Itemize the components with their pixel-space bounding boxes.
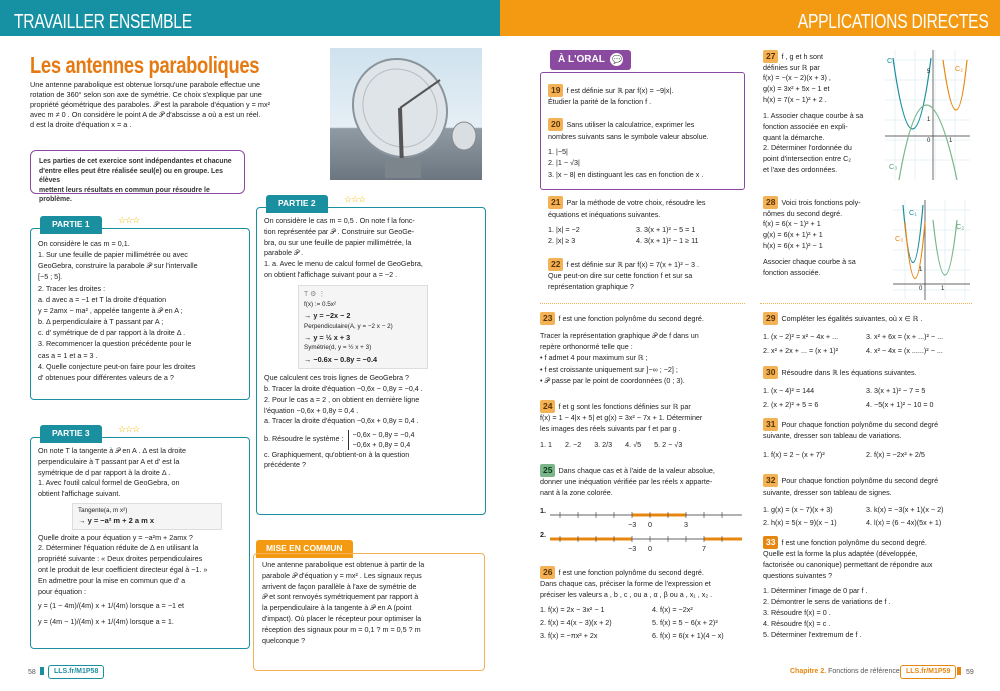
text-line: Résoudre dans ℝ les équations suivantes. [781,368,917,377]
intro-line: Une antenne parabolique est obtenue lorsqu'une parabole effectue une [30,80,261,89]
notice-line: Les parties de cet exercice sont indépendantes et chacune [39,158,232,165]
text-line: équations et inéquations suivantes. [548,210,661,220]
text-line: cas a = 1 et a = 3 . [38,350,98,360]
text-line: suivante, dresser son tableau de signes. [763,488,892,498]
item: 4. x² − 4x = (x ......)² − ... [866,346,943,356]
text-line: 2. Déterminer l'équation réduite de Δ en utilisant la [38,543,199,553]
partie1-body [38,238,248,383]
text-line: f est une fonction polynôme du second degré. [558,314,704,323]
exercise-number: 19 [548,84,563,97]
text-line: a. d avec a = −1 et T la droite d'équation [38,294,167,304]
exercise-21 [548,196,744,247]
line-2-label: 2. [540,530,546,539]
text-line: b. Tracer la droite d'équation −0,6x − 0,8y = −0,4 . [264,383,423,393]
text-line: En admettre pour la mise en commun que d′ a [38,575,186,585]
text-line: f est définie sur ℝ par f(x) = 7(x + 1)² − 3 . [566,260,699,269]
exercise-number: 32 [763,474,778,487]
text-line: ont le produit de leur coefficient directeur égal à −1. » [38,565,208,575]
exercise-20 [548,118,744,180]
text-line: nombres suivants sans le symbole valeur absolue. [548,132,709,142]
items-grid [763,450,973,461]
exercise-24 [540,400,748,451]
item: 4. √5 [625,440,642,450]
exercise-25 [540,464,748,498]
text-line: 1. Sur une feuille de papier millimétrée ou avec [38,250,188,260]
exercise-number: 25 [540,464,555,477]
text-line: réception des signaux pour m = 0,1 ? m = 0,5 ? m [262,624,421,634]
text-line: [−5 ; 5]. [38,272,63,282]
text-line: 3. Résoudre f(x) = 0 . [763,607,831,617]
text-line: 1. a. Avec le menu de calcul formel de GeoGebra, [264,259,423,269]
text-line: Dans chaque cas et à l'aide de la valeur absolue, [558,466,715,475]
difficulty-stars: ☆☆☆ [344,194,366,204]
text-line: GeoGebra, construire la parabole 𝒫 sur l'intervalle [38,261,198,271]
line-1-label: 1. [540,506,546,515]
item: 2. |x| ≥ 3 [548,236,576,246]
number-lines [540,506,748,556]
exercise-28 [763,196,885,279]
text-line: On note T la tangente à 𝒫 en A . Δ est la droite [38,446,186,455]
text-line: 2. Tracer les droites : [38,283,106,293]
text-line: précédente ? [264,460,306,470]
items-grid [548,224,744,246]
item: 1. f(x) = 2x − 3x² − 1 [540,605,605,615]
text-line: b. Δ perpendiculaire à T passant par A ; [38,317,164,327]
item: 2. h(x) = 5(x − 9)(x − 1) [763,518,837,528]
item: 3. f(x) = −πx² + 2x [540,630,598,640]
exercise-number: 20 [548,118,563,131]
exercise-30 [763,366,973,410]
text-line: 2. Démontrer le sens de variations de f . [763,596,891,606]
footer-marker [957,667,961,675]
text-line: pour équation : [38,586,86,596]
exercise-number: 28 [763,196,778,209]
text-line: les images des réels suivants par f et par g . [540,423,681,433]
item: 1. |−5| [548,147,568,157]
geogebra-output [298,285,428,369]
item: 1. |x| = −2 [548,225,580,235]
satellite-dish-photo [330,48,482,180]
curve-label: C₃ [889,162,898,171]
item: 1. 1 [540,440,552,450]
text-line: préciser les valeurs a , b , c , ou a , α , β ou a , x₁ , x₂ . [540,589,713,599]
tick-label: 0 [648,520,652,529]
item: 3. x² + 6x = (x + ...)² − ... [866,332,944,342]
exercise-27 [763,50,881,175]
text-line: f(x) = −(x − 2)(x + 3) , [763,73,831,83]
text-line: Par la méthode de votre choix, résoudre les [566,198,706,207]
text-line: f est une fonction polynôme du second degré. [781,538,927,547]
text-line: Que calculent ces trois lignes de GeoGebra ? [264,373,410,383]
text-line: f et g sont les fonctions définies sur ℝ par [558,402,691,411]
item: 1. g(x) = (x − 7)(x + 3) [763,505,833,515]
tick-label: 0 [927,138,931,144]
item: 3. 3(x + 1)² − 7 = 5 [866,386,926,396]
text-line: Une antenne parabolique est obtenue à partir de la [262,560,425,569]
text-line: Pour chaque fonction polynôme du second degré [781,420,939,429]
item: 5. 2 − √3 [654,440,683,450]
text-line: et l'axe des ordonnées. [763,164,838,174]
exercise-number: 22 [548,258,563,271]
text-line: la perpendiculaire à la tangente à 𝒫 en A (point [262,603,412,613]
exercise-29 [763,312,973,356]
text-line: f , g et h sont [781,52,824,61]
tick-label: 5 [927,69,931,75]
exercise-number: 31 [763,418,778,431]
text-line: g(x) = 3x² + 5x − 1 et [763,83,830,93]
text-line: 2. Pour le cas a = 2 , on obtient en dernière ligne [264,394,420,404]
text-line: point d'intersection entre C₂ [763,153,852,163]
mise-en-commun-label: MISE EN COMMUN [256,540,353,558]
system-equations [348,430,415,449]
text-line: 1. Associer chaque courbe à sa [763,111,864,121]
tick-label: 0 [919,286,923,292]
text-line: f(x) = 6(x − 1)² + 1 [763,219,821,229]
partie3-body [38,446,248,628]
text-line: 4. Quelle conjecture peut-on faire pour les droites [38,361,196,371]
section-title-left: TRAVAILLER ENSEMBLE [14,11,192,33]
text-line: Associer chaque courbe à sa [763,257,856,267]
text-line: factorisée ou canonique) permettant de répondre aux [763,559,933,569]
graph-28 [893,200,970,300]
item: 4. −5(x + 1)² − 10 = 0 [866,400,934,410]
tick-label: 1 [919,267,923,273]
exercise-22 [548,258,744,292]
item: 6. f(x) = 6(x + 1)(4 − x) [652,630,724,640]
text-line: h(x) = 7(x − 1)² + 2 . [763,94,827,104]
geogebra-output [72,503,222,530]
difficulty-stars: ☆☆☆ [118,215,140,225]
text-line: Tracer la représentation graphique 𝒫 de f dans un [540,331,699,341]
item: 4. f(x) = −2x² [652,605,693,615]
text-line: nômes du second degré. [763,208,843,218]
equation-line: y = (4m − 1)/(4m) x + 1/(4m) lorsque a = 1. [38,617,174,627]
text-line: • f est croissante uniquement sur ]−∞ ; −2] ; [540,364,678,374]
notice-line: d'entre elles peut être réalisée seul(e) ou en groupe. Les élèves [39,167,223,185]
exercise-number: 27 [763,50,778,63]
separator [540,303,745,304]
exercise-26 [540,566,750,642]
text-line: • 𝒫 passe par le point de coordonnées (0 ; 3). [540,375,685,385]
text-line: 5. Déterminer l'extremum de f . [763,629,862,639]
exercise-number: 29 [763,312,778,325]
item: 3. |x − 8| en distinguant les cas en fonction de x . [548,169,704,179]
text-line: l'équation −0,6x + 0,8y = 0,4 . [264,405,359,415]
items-grid [763,331,973,356]
notice-line: mettent leurs résultats en commun pour résoudre le problème. [39,186,210,204]
text-line: parabole 𝒫 d'équation y = mx² . Les signaux reçus [262,570,422,580]
items-row [540,440,748,451]
item: 1. (x − 2)² = x² − 4x + ... [763,332,839,342]
text-line: 4. Résoudre f(x) = c . [763,618,831,628]
text-line: Voici trois fonctions poly- [781,198,861,207]
exercise-number: 21 [548,196,563,209]
exercise-number: 26 [540,566,555,579]
text-line: c. d′ symétrique de d par rapport à la droite Δ . [38,328,186,338]
text-line: Sans utiliser la calculatrice, exprimer les [566,120,695,129]
intro-line: d est la droite d'équation x = a . [30,120,132,130]
text-line: Dans chaque cas, préciser la forme de l'expression et [540,578,711,588]
section-title-right: APPLICATIONS DIRECTES [797,11,988,33]
text-line: 1. Déterminer l'image de 0 par f . [763,585,868,595]
text-line: définies sur ℝ par [763,62,820,72]
page-title: Les antennes paraboliques [30,52,260,78]
item: 3. 3(x + 1)² − 5 = 1 [636,225,696,235]
lls-link-right[interactable]: LLS.fr/M1P59 [900,665,956,679]
text-line: f est une fonction polynôme du second degré. [558,568,704,577]
text-line: Que peut-on dire sur cette fonction f et sur sa [548,270,693,280]
item: 4. 3(x + 1)² − 1 ≥ 11 [636,236,699,246]
text-line: quelconque ? [262,635,306,645]
item: 2. (x + 2)² + 5 = 6 [763,400,819,410]
text-line: tion représentée par 𝒫 . Construire sur GeoGe- [264,226,415,236]
text-line: Pour chaque fonction polynôme du second degré [781,476,939,485]
text-line: 1. Avec l'outil calcul formel de GeoGebra, on [38,478,180,488]
text-line: g(x) = 6(x + 1)² + 1 [763,229,823,239]
system-label: b. Résoudre le système : [264,434,344,444]
exercise-19 [548,84,744,108]
partie2-label: PARTIE 2 [266,195,328,213]
text-line: Quelle est la forme la plus adaptée (développée, [763,548,918,558]
geogebra-command: f(x) := 0.5x² [304,300,337,308]
text-line: on obtient l'affichage suivant pour a = −2 . [264,269,398,279]
equation-line: y = (1 − 4m)/(4m) x + 1/(4m) lorsque a = −1 et [38,601,185,611]
curve-label: C₃ [895,234,904,243]
text-line: fonction associée en expli- [763,121,848,131]
exercise-31 [763,418,973,460]
item: 2. f(x) = 4(x − 3)(x + 2) [540,618,612,628]
geogebra-toolbar: T ⚙ ⋮ [304,290,326,298]
tick-label: −3 [628,544,637,553]
text-line: • f admet 4 pour maximum sur ℝ ; [540,353,648,363]
geogebra-command: Perpendiculaire(A, y = −2 x − 2) [304,322,393,330]
text-line: On considère le cas m = 0,5 . On note f la fonc- [264,216,415,225]
items-grid [540,605,750,641]
tick-label: 0 [648,544,652,553]
item: 4. l(x) = (6 − 4x)(5x + 1) [866,518,942,528]
tick-label: 1 [927,117,931,123]
text-line: parabole 𝒫 . [264,248,304,258]
footer-marker [40,667,44,675]
item: 3. k(x) = −3(x + 1)(x − 2) [866,505,944,515]
chapter-number: Chapitre 2. [790,668,827,675]
equation-line: −0,6x − 0,8y = −0,4 [352,430,415,440]
exercise-number: 33 [763,536,778,549]
exercise-33 [763,536,973,640]
geogebra-command: Tangente(a, m x²) [78,506,128,514]
exercise-number: 23 [540,312,555,325]
intro-line: propriété géométrique des paraboles. 𝒫 est la parabole d'équation y = mx² [30,100,271,110]
text-line: nant à la zone colorée. [540,487,613,497]
intro-line: avec m ≠ 0 . On considère le point A de 𝒫 d'abscisse a où a est un réel. [30,110,261,120]
text-line: a. Tracer la droite d'équation −0,6x + 0,8y = 0,4 . [264,416,419,426]
text-line: 2. Déterminer l'ordonnée du [763,143,852,153]
text-line: arrivent de façon parallèle à l'axe de symétrie de [262,581,417,591]
curve-label: C₂ [955,64,963,73]
speech-bubble-icon: 💬 [611,55,622,64]
footer-chapter [790,667,900,677]
item: 2. f(x) = −2x² + 2/5 [866,449,925,459]
chapter-title: Fonctions de référence [828,668,900,675]
exercise-number: 30 [763,366,778,379]
curve-label: C₁ [909,208,917,217]
tick-label: 3 [684,520,688,529]
tick-label: 1 [949,138,953,144]
item: 2. x² + 2x + ... = (x + 1)² [763,346,839,356]
exercise-number: 24 [540,400,555,413]
partie2-body [264,216,482,471]
item: 1. (x − 4)² = 144 [763,386,815,396]
text-line: h(x) = 6(x + 1)² − 1 [763,240,823,250]
text-line: 3. Recommencer la question précédente pour le [38,339,192,349]
text-line: fonction associée. [763,267,821,277]
text-line: f est définie sur ℝ par f(x) = −9|x|. [566,86,674,95]
text-line: bra, ou sur une feuille de papier millimétrée, la [264,237,412,247]
text-line: perpendiculaire à T passant par A et d′ est la [38,456,180,466]
text-line: f(x) = 1 − 4|x + 5| et g(x) = 3x² − 7x + 1. Déterminer [540,412,703,422]
item: 2. |1 − √3| [548,158,580,168]
tick-label: 1 [941,286,945,292]
graph-27 [885,50,970,180]
text-line: questions suivantes ? [763,570,833,580]
tick-label: −3 [628,520,637,529]
text-line: suivante, dresser son tableau de variations. [763,430,902,440]
geogebra-result: → −0.6x − 0.8y = −0.4 [304,354,378,364]
text-line: représentation graphique ? [548,281,634,291]
tick-label: 7 [702,544,706,553]
partie1-label: PARTIE 1 [40,216,102,234]
page-number-left: 58 [28,669,36,676]
geogebra-result: → y = −2x − 2 [304,311,351,321]
curve-label: C₂ [956,222,964,231]
mise-en-commun-body [262,560,480,646]
item: 3. 2/3 [594,440,613,450]
system-block [264,430,482,449]
geogebra-command: Symétrie(d, y = ½ x + 3) [304,344,372,352]
oral-label-text: À L'ORAL [558,54,605,65]
lls-link-left[interactable]: LLS.fr/M1P58 [48,665,104,679]
exercise-32 [763,474,973,529]
geogebra-result: → y = ½ x + 3 [304,332,351,342]
items-grid [763,504,973,528]
intro-line: rotation de 360° selon son axe de symétrie. Ce choix s'explique par une [30,90,262,100]
text-line: propriété suivante : « Deux droites perpendiculaires [38,554,203,564]
equation-line: −0,6x + 0,8y = 0,4 [352,439,411,449]
geogebra-result: → y = −a² m + 2 a m x [78,516,155,526]
text-line: d'impact). Où placer le récepteur pour optimiser la [262,613,422,623]
item: 1. f(x) = 2 − (x + 7)² [763,449,825,459]
group-work-notice [30,150,245,204]
text-line: d′ obtenues pour différentes valeurs de a ? [38,372,174,382]
text-line: quant la démarche. [763,132,825,142]
text-line: donner une inéquation vérifiée par les réels x apparte- [540,476,713,486]
text-line: symétrique de d par rapport à la droite Δ . [38,467,171,477]
items-grid [763,385,973,410]
partie3-label: PARTIE 3 [40,425,102,443]
text-line: On considère le cas m = 0,1. [38,239,130,248]
intro-text [30,80,315,130]
difficulty-stars: ☆☆☆ [118,424,140,434]
text-line: repère orthonormé telle que : [540,342,633,352]
separator [760,303,972,304]
exercise-23 [540,312,748,386]
text-line: 𝒫 et sont renvoyés symétriquement par rapport à [262,592,419,602]
text-line: Étudier la parité de la fonction f . [548,96,652,106]
page-number-right: 59 [966,669,974,676]
text-line: y = 2amx − ma² , appelée tangente à 𝒫 en A ; [38,305,183,315]
curve-label: C₁ [887,56,895,65]
item: 5. f(x) = 5 − 6(x + 2)² [652,618,718,628]
text-line: Compléter les égalités suivantes, où x ∈ ℝ . [781,314,923,323]
item: 2. −2 [565,440,582,450]
oral-label [550,50,631,70]
text-line: obtient l'affichage suivant. [38,489,121,499]
text-line: c. Graphiquement, qu'obtient-on à la question [264,449,410,459]
text-line: Quelle droite a pour équation y = −a²m + 2amx ? [38,532,193,542]
